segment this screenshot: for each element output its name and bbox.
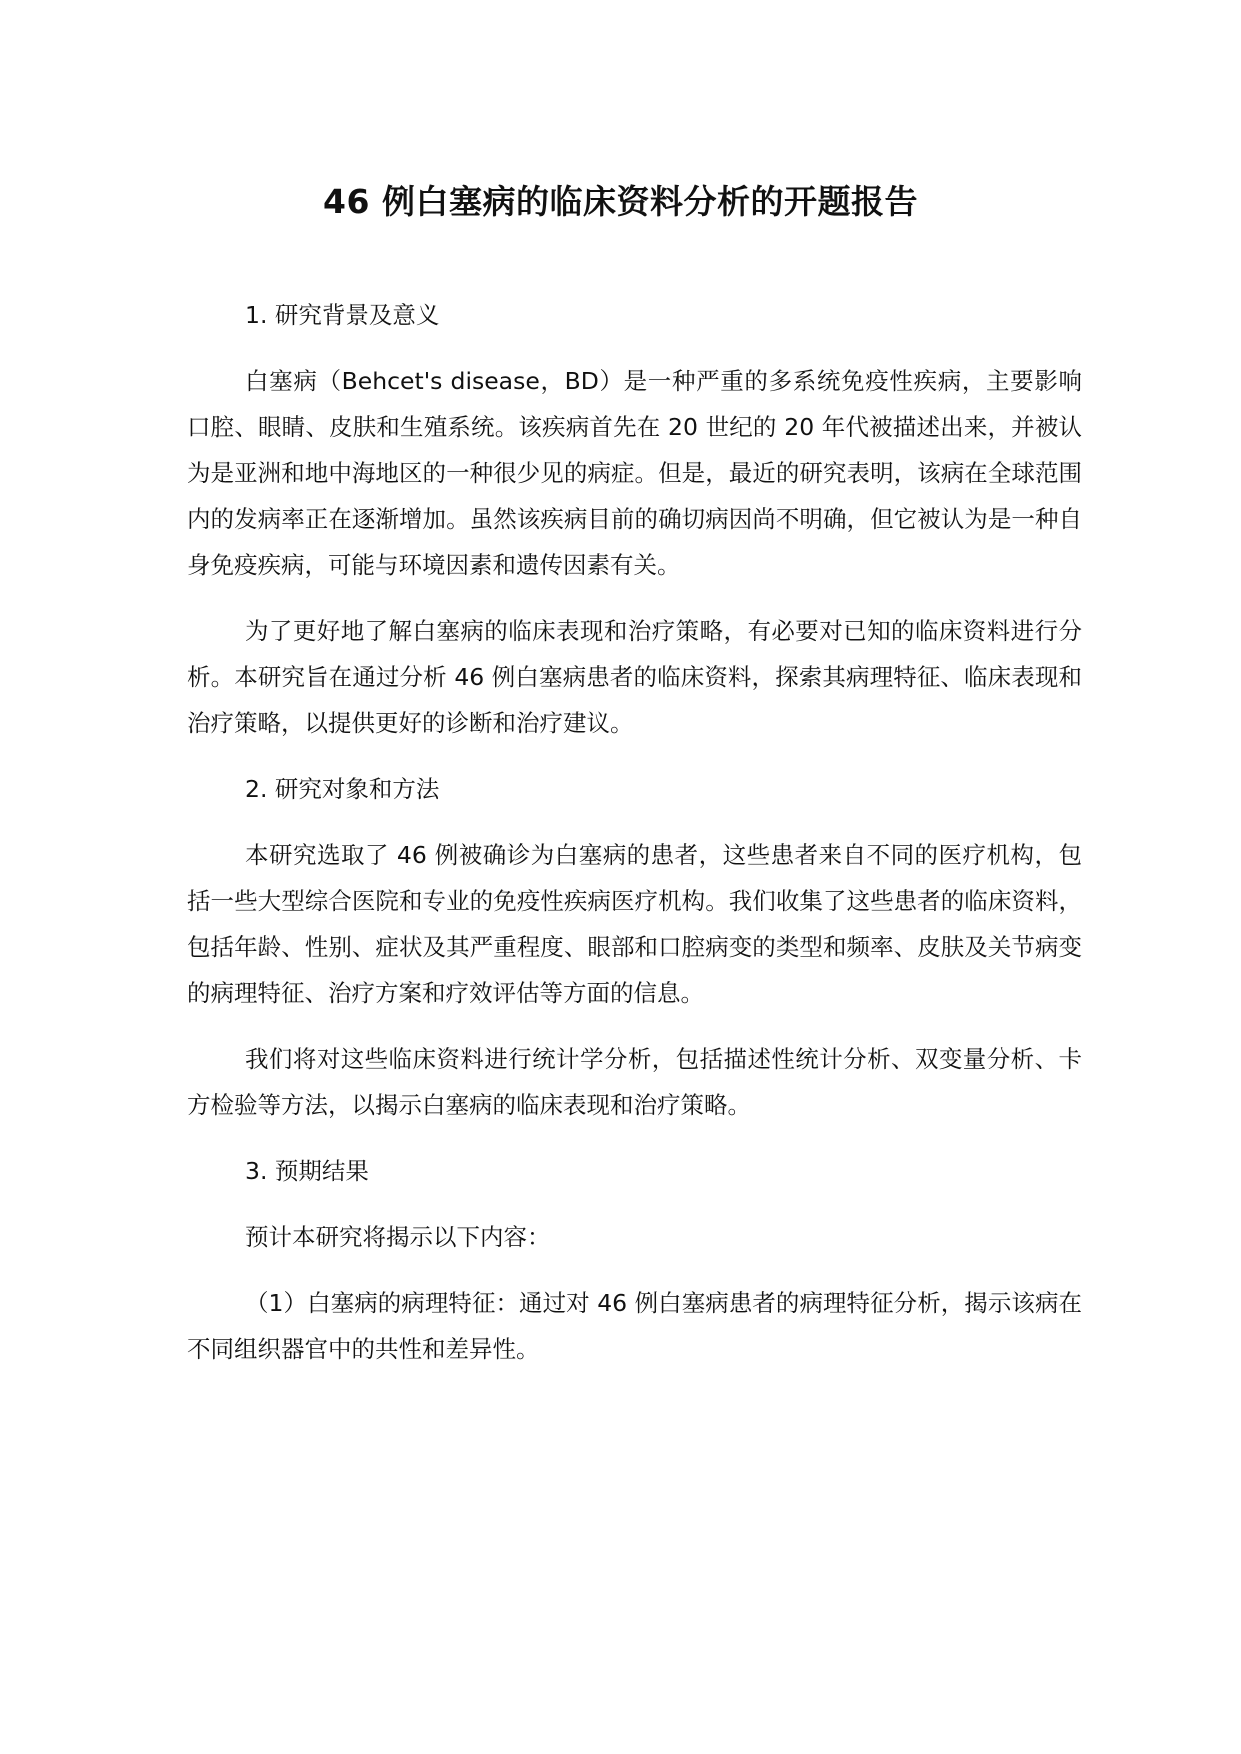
section-heading-background: 1. 研究背景及意义 bbox=[245, 301, 440, 329]
paragraph-background-1: 白塞病（Behcet's disease，BD）是一种严重的多系统免疫性疾病，主要影响口腔、眼睛、皮肤和生殖系统。该疾病首先在 20 世纪的 20 年代被描述出来，并被认为是亚洲和地中海地区的一种很少见的病症。但是，最近的研究表明，该病在全球范围内的发病率正在逐渐增加。虽然该疾病目前的确切病因尚不明确，但它被认为是一种自身免疫疾病，可能与环境因素和遗传因素有关。 bbox=[187, 367, 1082, 579]
paragraph-methods-2: 我们将对这些临床资料进行统计学分析，包括描述性统计分析、双变量分析、卡方检验等方法，以揭示白塞病的临床表现和治疗策略。 bbox=[187, 1045, 1082, 1119]
paragraph-background-2: 为了更好地了解白塞病的临床表现和治疗策略，有必要对已知的临床资料进行分析。本研究旨在通过分析 46 例白塞病患者的临床资料，探索其病理特征、临床表现和治疗策略，以提供更好的诊断和治疗建议。 bbox=[187, 617, 1082, 737]
section-heading-methods: 2. 研究对象和方法 bbox=[245, 775, 440, 803]
document-body bbox=[187, 292, 1082, 1392]
paragraph-results-2: （1）白塞病的病理特征：通过对 46 例白塞病患者的病理特征分析，揭示该病在不同组织器官中的共性和差异性。 bbox=[187, 1289, 1082, 1363]
section-heading-results: 3. 预期结果 bbox=[245, 1157, 369, 1185]
paragraph-results-1: 预计本研究将揭示以下内容： bbox=[245, 1223, 551, 1251]
paragraph-methods-1: 本研究选取了 46 例被确诊为白塞病的患者，这些患者来自不同的医疗机构，包括一些大型综合医院和专业的免疫性疾病医疗机构。我们收集了这些患者的临床资料，包括年龄、性别、症状及其严重程度、眼部和口腔病变的类型和频率、皮肤及关节病变的病理特征、治疗方案和疗效评估等方面的信息。 bbox=[187, 841, 1082, 1007]
document-title: 46 例白塞病的临床资料分析的开题报告 bbox=[323, 182, 918, 221]
